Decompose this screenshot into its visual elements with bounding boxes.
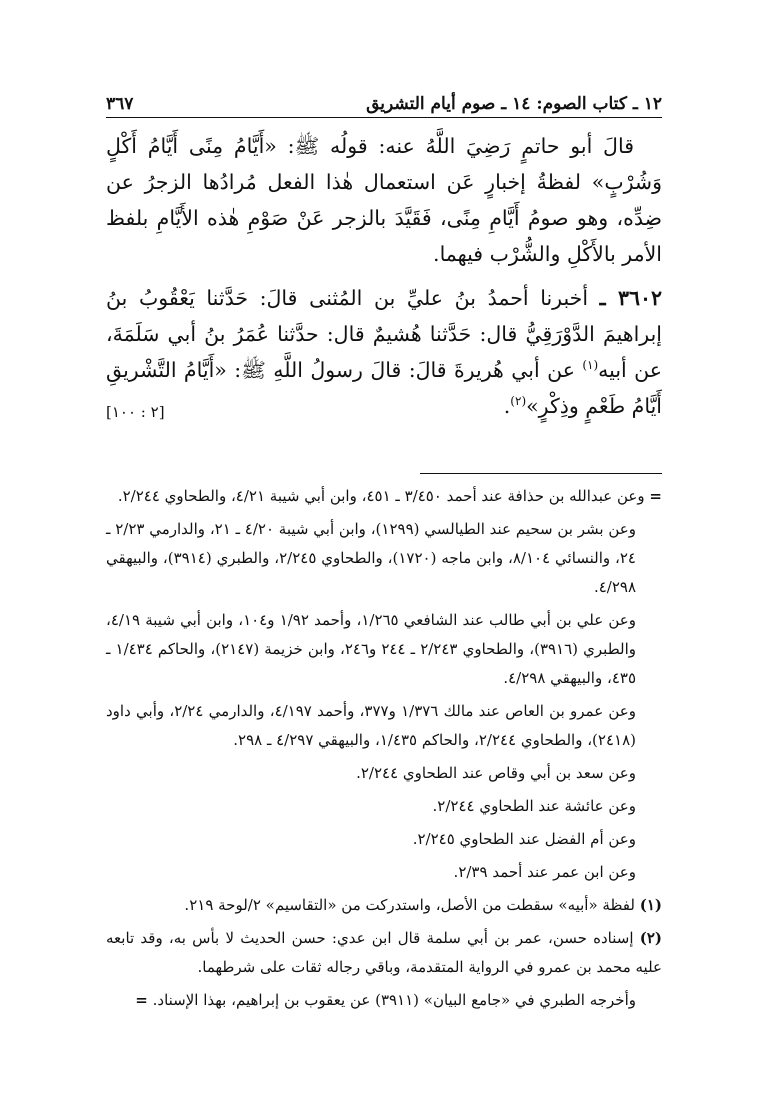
hadith-end: . bbox=[503, 394, 511, 418]
footnote-1-number: (١) bbox=[639, 896, 662, 914]
continuation-mark: = bbox=[649, 487, 662, 505]
footnote-paragraph: وعن عمرو بن العاص عند مالك ١/٣٧٦ و٣٧٧، وأحمد ٤/١٩٧، والدارمي ٢/٢٤، وأبي داود (٢٤١٨)، والطحاوي ٢/٢٤٤، والحاكم ١/٤٣٥، والبيهقي ٤/٢٩٧ ـ ٢٩٨. bbox=[106, 702, 637, 749]
footnote-separator bbox=[420, 473, 662, 474]
footnote-1 bbox=[106, 891, 662, 920]
main-text bbox=[106, 128, 662, 432]
hadith-paragraph bbox=[106, 280, 662, 424]
footnote-2-number: (٢) bbox=[639, 929, 662, 947]
footnotes bbox=[106, 482, 662, 1019]
footnote-paragraph: وعن ابن عمر عند أحمد ٢/٣٩. bbox=[453, 863, 636, 881]
footnote-paragraph: وعن علي بن أبي طالب عند الشافعي ١/٢٦٥، وأحمد ١/٩٢ و١٠٤، وابن أبي شيبة ٤/١٩، والطبري (٣٩١٦)، والطحاوي ٢/٢٤٣ ـ ٢٤٤ و٢٤٦، وابن خزيمة (٢١٤٧)، والحاكم ١/٤٣٤ ـ ٤٣٥، والبيهقي ٤/٢٩٨. bbox=[106, 611, 636, 687]
chapter-title: ١٢ ـ كتاب الصوم: ١٤ ـ صوم أيام التشريق bbox=[366, 94, 662, 114]
footnote-ref-2[interactable]: (٢) bbox=[510, 394, 527, 409]
footnote-ref-1[interactable]: (١) bbox=[582, 358, 599, 373]
footnote-paragraph: وعن سعد بن أبي وقاص عند الطحاوي ٢/٢٤٤. bbox=[356, 764, 636, 782]
footnote-1-text: لفظة «أبيه» سقطت من الأصل، واستدركت من «التقاسيم» ٢/لوحة ٢١٩. bbox=[184, 896, 635, 914]
footnote-text: وعن عبدالله بن حذافة عند أحمد ٣/٤٥٠ ـ ٤٥١، وابن أبي شيبة ٤/٢١، والطحاوي ٢/٢٤٤. bbox=[117, 487, 645, 505]
footnote-2 bbox=[106, 924, 662, 982]
hadith-isnad: أخبرنا أحمدُ بنُ عليِّ بن المُثنى قالَ: حَدَّثنا يَعْقُوبُ بنُ إبراهيمَ الدَّوْرَقِيُّ قال: حَدَّثنا هُشيمٌ قال: حدَّثنا عُمَرُ بنُ أبي سَلَمَةَ، عن أبيه bbox=[106, 286, 662, 382]
footnote-paragraph: وعن أم الفضل عند الطحاوي ٢/٢٤٥. bbox=[412, 830, 636, 848]
continuation-mark: = bbox=[135, 991, 148, 1009]
footnote-2-text-2: وأخرجه الطبري في «جامع البيان» (٣٩١١) عن يعقوب بن إبراهيم، بهذا الإسناد. bbox=[152, 991, 636, 1009]
running-head bbox=[106, 86, 662, 118]
footnote-2-paragraph bbox=[106, 986, 662, 1015]
footnote-continued bbox=[106, 482, 662, 511]
footnote-paragraph: وعن بشر بن سحيم عند الطيالسي (١٢٩٩)، وابن أبي شيبة ٤/٢٠ ـ ٢١، والدارمي ٢/٢٣ ـ ٢٤، والنسائي ٨/١٠٤، وابن ماجه (١٧٢٠)، والطحاوي ٢/٢٤٥، والطبري (٣٩١٤)، والبيهقي ٤/٢٩٨. bbox=[106, 520, 636, 596]
hadith-reference: [٢ : ١٠٠] bbox=[106, 403, 165, 421]
commentary-paragraph: قالَ أبو حاتمٍ رَضِيَ اللَّهُ عنه: قولُه ﷺ: «أَيَّامُ مِنًى أَيَّامُ أَكْلٍ وَشُرْبٍ» لفظةُ إخبارٍ عَن استعمال هٰذا الفعل مُرادُها الزجرُ عن ضِدِّه، وهو صومُ أَيَّامِ مِنًى، فَقَيَّدَ بالزجر عَنْ صَوْمِ هٰذه الأَيَّامِ بلفظ الأمر بالأَكْلِ والشُّرْب فيهما. bbox=[106, 134, 662, 266]
footnote-paragraph: وعن عائشة عند الطحاوي ٢/٢٤٤. bbox=[432, 797, 636, 815]
hadith-matn: عن أبي هُريرةَ قالَ: قالَ رسولُ اللَّهِ ﷺ: «أَيَّامُ التَّشْريقِ أَيَّامُ طَعْمٍ وذِكْرٍ» bbox=[106, 358, 662, 418]
page-number: ٣٦٧ bbox=[106, 94, 134, 114]
hadith-number: ٣٦٠٢ ـ bbox=[599, 286, 662, 310]
footnote-2-text: إسناده حسن، عمر بن أبي سلمة قال ابن عدي: حسن الحديث لا بأس به، وقد تابعه عليه محمد بن عمرو في الرواية المتقدمة، وباقي رجاله ثقات على شرطهما. bbox=[106, 929, 662, 976]
